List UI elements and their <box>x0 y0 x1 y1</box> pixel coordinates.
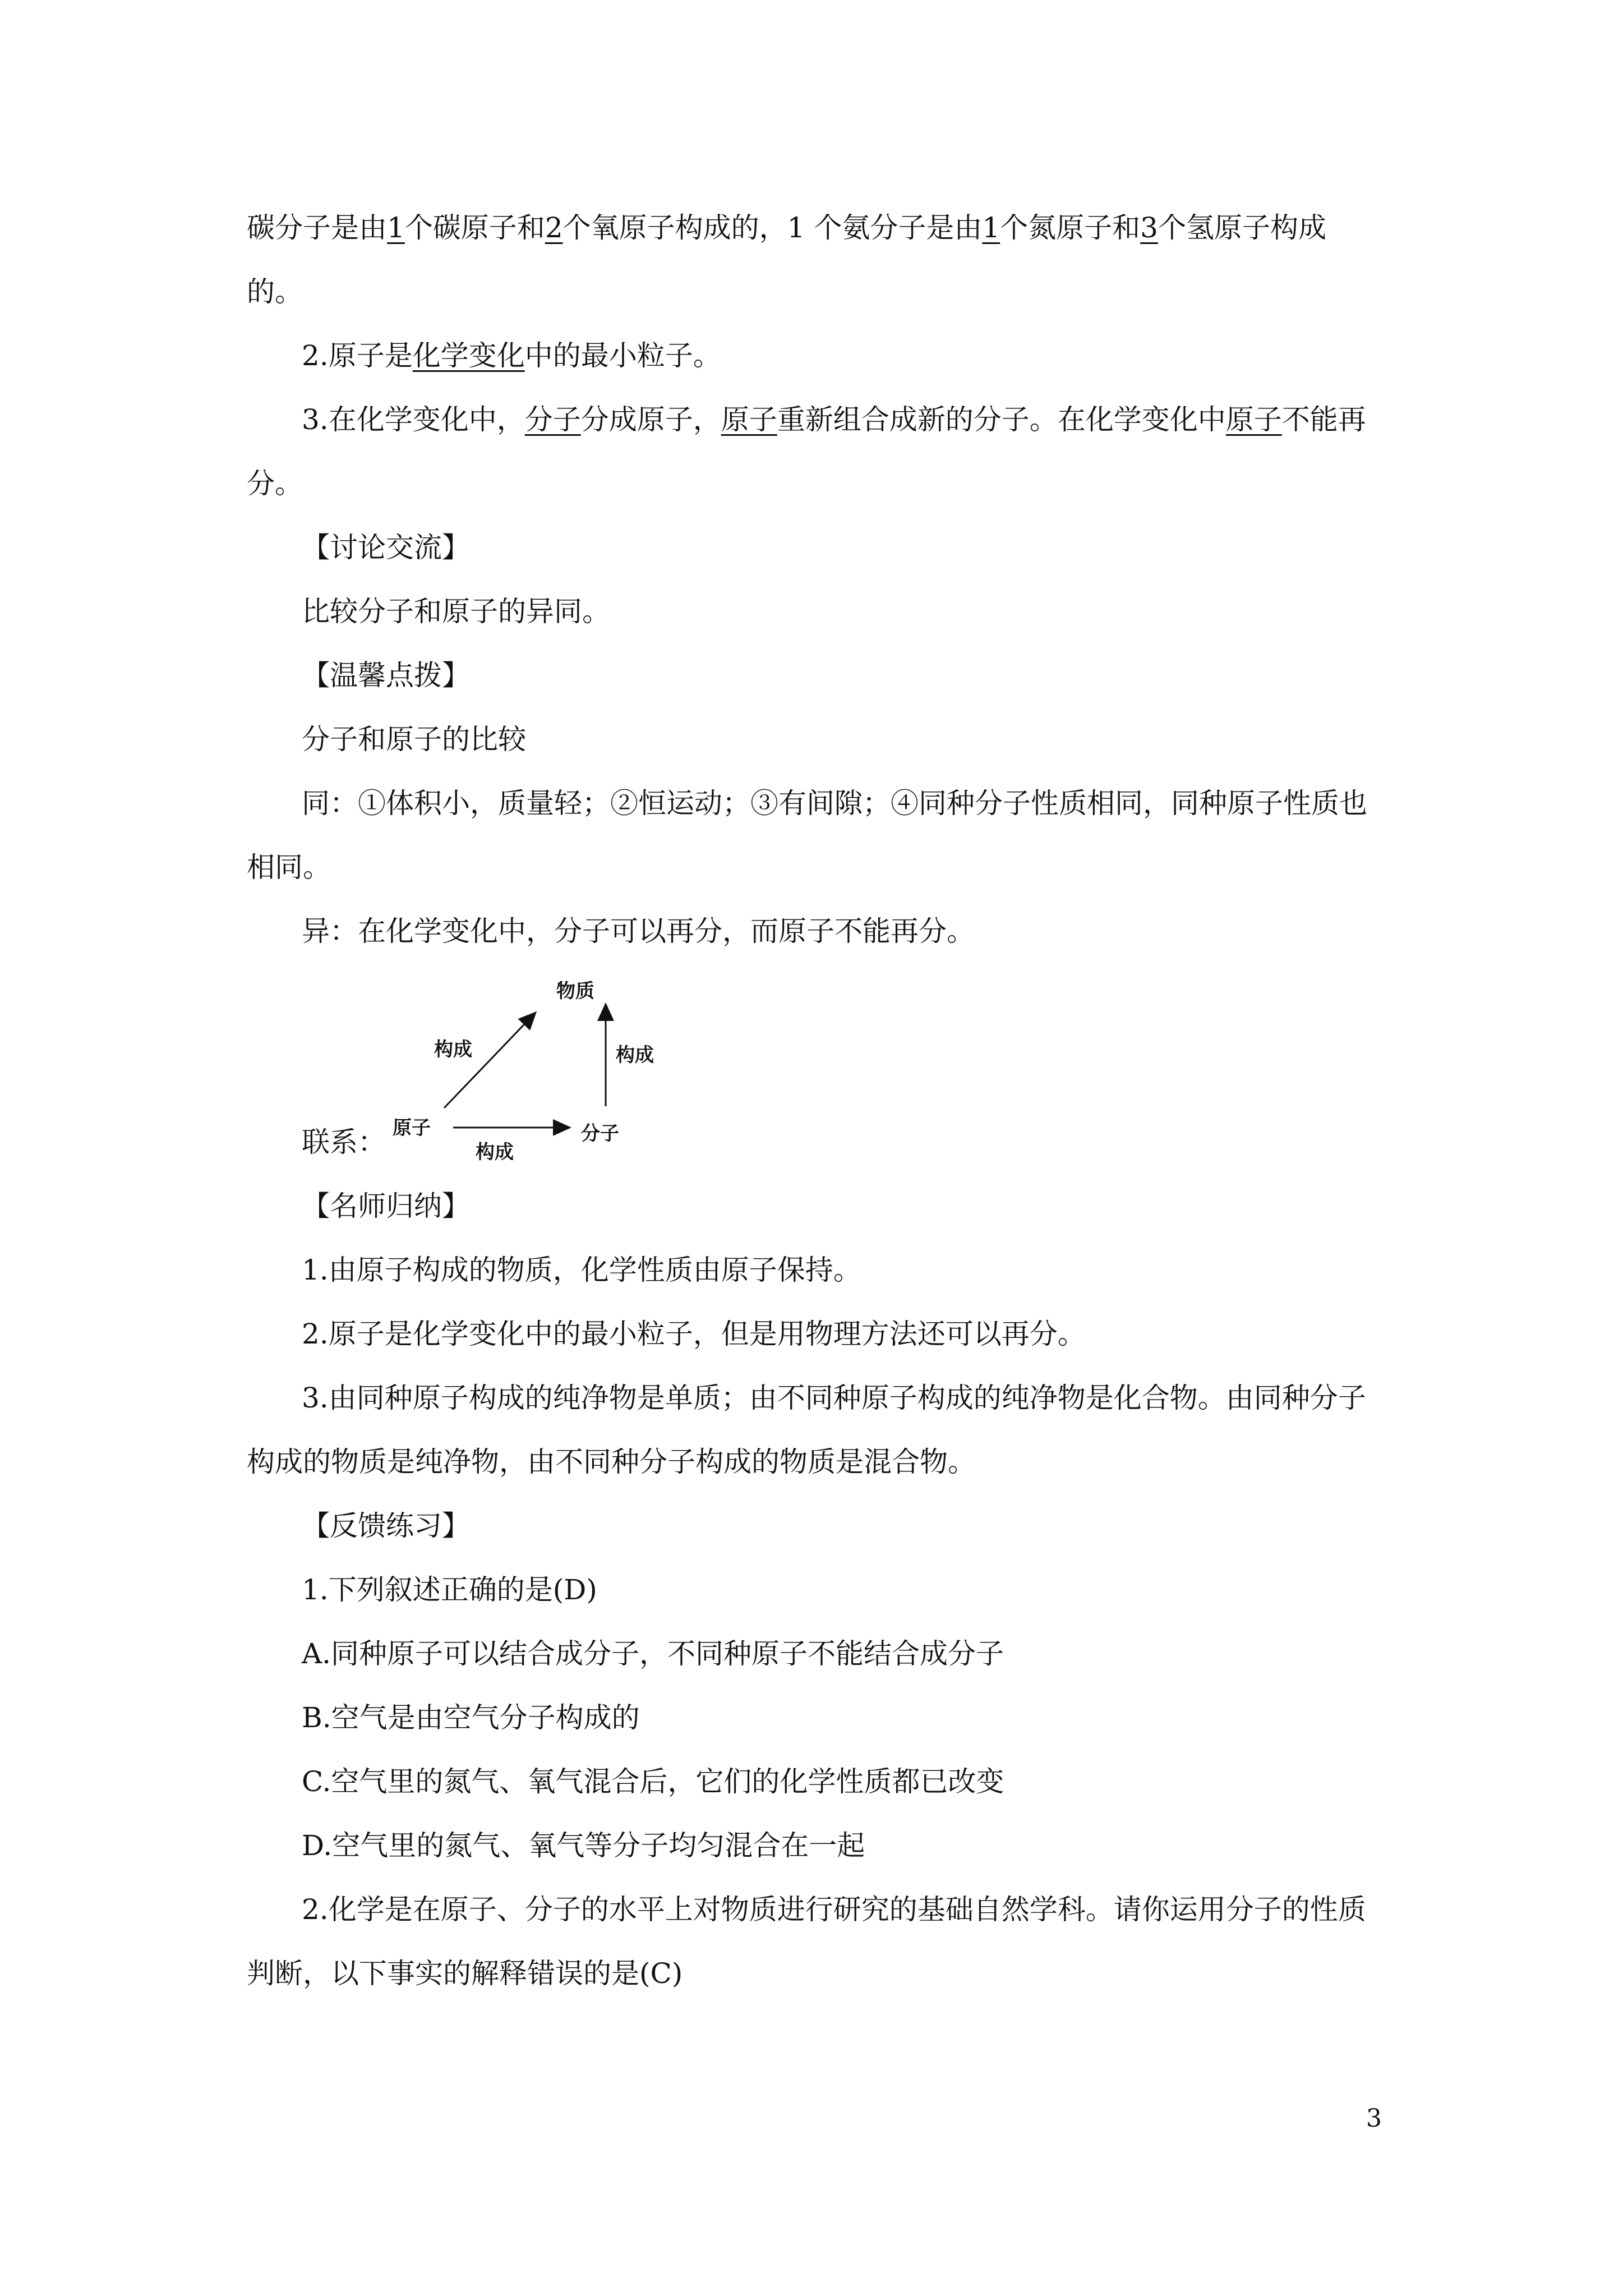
edge-label-horizontal: 构成 <box>476 1141 514 1163</box>
text: 分成原子， <box>580 403 721 436</box>
summary-item-3-line2: 构成的物质是纯净物，由不同种分子构成的物质是混合物。 <box>247 1446 976 1478</box>
question-2-line1: 2.化学是在原子、分子的水平上对物质进行研究的基础自然学科。请你运用分子的性质 <box>302 1893 1366 1926</box>
node-matter: 物质 <box>556 980 594 1002</box>
text: 2.原子是 <box>302 339 413 372</box>
answer-blank: 原子 <box>721 403 777 436</box>
question-1-option-d: D.空气里的氮气、氧气等分子均匀混合在一起 <box>302 1829 865 1862</box>
text: 不能再 <box>1281 403 1366 436</box>
text: 碳分子是由 <box>247 211 387 244</box>
point-2 <box>302 339 721 372</box>
text: 重新组合成新的分子。在化学变化中 <box>777 403 1226 436</box>
text: 个氧原子构成的，1 个氨分子是由 <box>562 211 983 244</box>
summary-item-2: 2.原子是化学变化中的最小粒子，但是用物理方法还可以再分。 <box>302 1318 1086 1350</box>
answer-blank: 分子 <box>524 403 581 436</box>
section-heading-summary: 【名师归纳】 <box>302 1190 470 1222</box>
summary-item-3: 3.由同种原子构成的纯净物是单质；由不同种原子构成的纯净物是化合物。由同种分子 <box>302 1382 1366 1414</box>
page-number: 3 <box>1366 2104 1382 2133</box>
node-atom: 原子 <box>393 1117 431 1139</box>
answer-blank: 2 <box>545 211 563 244</box>
question-1-stem: 1.下列叙述正确的是(D) <box>302 1573 597 1606</box>
text: 个氢原子构成 <box>1158 211 1326 244</box>
text: 个碳原子和 <box>404 211 545 244</box>
section-heading-practice: 【反馈练习】 <box>302 1510 470 1542</box>
question-1-option-a: A.同种原子可以结合成分子，不同种原子不能结合成分子 <box>302 1637 1004 1670</box>
answer-blank: 3 <box>1140 211 1158 244</box>
relation-diagram <box>381 965 695 1178</box>
question-2-line2: 判断，以下事实的解释错误的是(C) <box>247 1957 683 1990</box>
answer-blank: 原子 <box>1225 403 1282 436</box>
text: 3.在化学变化中， <box>302 403 525 436</box>
summary-item-1: 1.由原子构成的物质，化学性质由原子保持。 <box>302 1254 861 1286</box>
point-3-line2: 分。 <box>247 467 303 500</box>
answer-blank: 1 <box>982 211 1000 244</box>
section-heading-tips: 【温馨点拨】 <box>302 659 470 692</box>
tips-title: 分子和原子的比较 <box>302 723 526 756</box>
paragraph-continuation <box>247 211 1326 245</box>
question-1-option-b: B.空气是由空气分子构成的 <box>302 1701 640 1734</box>
relation-label: 联系： <box>302 1126 386 1158</box>
point-3 <box>302 403 1366 436</box>
node-molecule: 分子 <box>581 1122 619 1145</box>
discussion-text: 比较分子和原子的异同。 <box>302 595 610 628</box>
tips-same-line2: 相同。 <box>247 851 331 884</box>
text: 中的最小粒子。 <box>524 339 721 372</box>
answer-blank: 1 <box>387 211 405 244</box>
paragraph-continuation-line2: 的。 <box>247 275 303 308</box>
text: 个氮原子和 <box>1000 211 1141 244</box>
edge-label-diagonal: 构成 <box>434 1038 472 1061</box>
question-1-option-c: C.空气里的氮气、氧气混合后，它们的化学性质都已改变 <box>302 1765 1004 1798</box>
section-heading-discussion: 【讨论交流】 <box>302 531 470 564</box>
edge-label-vertical: 构成 <box>616 1044 654 1066</box>
tips-difference: 异：在化学变化中，分子可以再分，而原子不能再分。 <box>302 915 975 947</box>
answer-blank: 化学变化 <box>412 339 525 372</box>
tips-same-line1: 同：①体积小，质量轻；②恒运动；③有间隙；④同种分子性质相同，同种原子性质也 <box>302 787 1367 820</box>
